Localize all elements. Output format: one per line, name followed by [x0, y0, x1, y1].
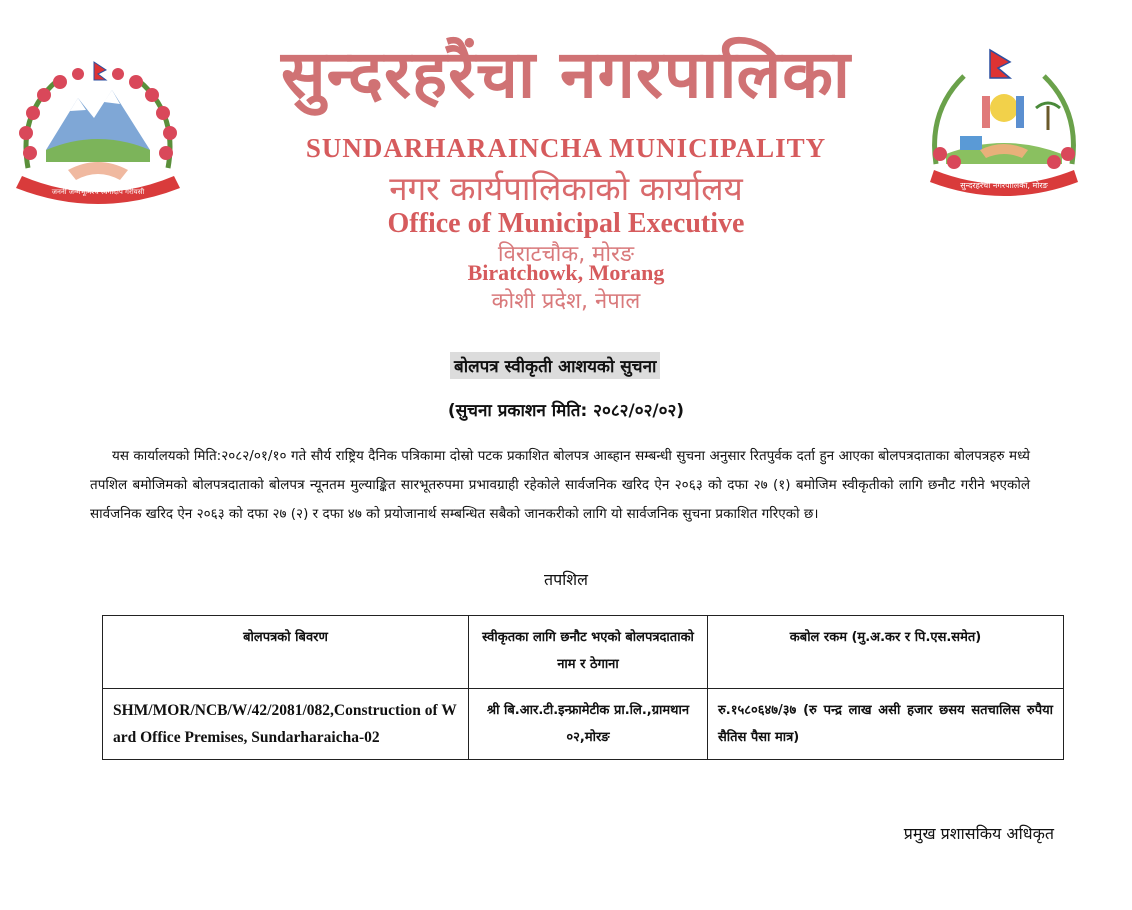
- schedule-label: तपशिल: [543, 570, 589, 589]
- municipality-name-en: SUNDARHARAINCHA MUNICIPALITY: [305, 133, 827, 163]
- notice-title: बोलपत्र स्वीकृती आशयको सुचना: [450, 352, 660, 379]
- table-header-row: [103, 616, 1064, 689]
- right-logo-ribbon-text: सुन्दरहरैंचा नगरपालिका, मोरङ: [960, 181, 1048, 190]
- cell-bid-amount: रु.१५८०६४७/३७ (रु पन्द्र लाख असी हजार छसय सतचालिस रुपैया सैतिस पैसा मात्र): [708, 689, 1064, 760]
- header-bid-description: बोलपत्रको बिवरण: [103, 616, 469, 689]
- header-bidder-name: स्वीकृतका लागि छनौट भएको बोलपत्रदाताको नाम र ठेगाना: [469, 616, 708, 689]
- cell-bidder-name: श्री बि.आर.टी.इन्फ्रामेटीक प्रा.लि.,ग्रामथान ०२,मोरङ: [469, 689, 708, 760]
- table-row: [103, 689, 1064, 760]
- address-en: Biratchowk, Morang: [467, 260, 665, 285]
- publication-date: (सुचना प्रकाशन मिति: २०८२/०२/०२): [447, 401, 685, 421]
- municipality-name-np: सुन्दरहरैंचा नगरपालिका: [280, 36, 852, 113]
- header-bid-amount: कबोल रकम (मु.अ.कर र पि.एस.समेत): [708, 616, 1064, 689]
- bid-award-table: [102, 615, 1064, 760]
- left-emblem-ribbon-text: जननी जन्मभूमिश्च स्वर्गादपि गरीयसी: [51, 188, 145, 196]
- cell-bid-description: SHM/MOR/NCB/W/42/2081/082,Construction of Ward Office Premises, Sundarharaicha-02: [103, 689, 469, 760]
- signatory-title: प्रमुख प्रशासकिय अधिकृत: [903, 824, 1054, 843]
- office-name-en: Office of Municipal Executive: [387, 208, 745, 239]
- province-np: कोशी प्रदेश, नेपाल: [491, 289, 641, 314]
- notice-body: यस कार्यालयको मिति:२०८२/०१/१० गते सौर्य राष्ट्रिय दैनिक पत्रिकामा दोस्रो पटक प्रकाशित बोलपत्र आब्हान सम्बन्धी सुचना अनुसार रितपुर्वक दर्ता हुन आएका बोलपत्रदाताका बोलपत्रहरु मध्ये तपशिल बमोजिमको बोलपत्रदाताको बोलपत्र न्यूनतम मुल्याङ्कित सारभूतरुपमा प्रभावग्राही रहेकोले सार्वजनिक खरिद ऐन २०६३ को दफा २७ (१) बमोजिम स्वीकृतीको लागि छनौट गरीने भएकोले सार्वजनिक खरिद ऐन २०६३ को दफा २७ (२) र दफा ४७ को प्रयोजानार्थ सम्बन्धित सबैको जानकरीको लागि यो सार्वजनिक सुचना प्रकाशित गरिएको छ।: [90, 448, 1030, 522]
- office-name-np: नगर कार्यपालिकाको कार्यालय: [389, 169, 743, 208]
- address-np: विराटचौक, मोरङ: [497, 242, 635, 267]
